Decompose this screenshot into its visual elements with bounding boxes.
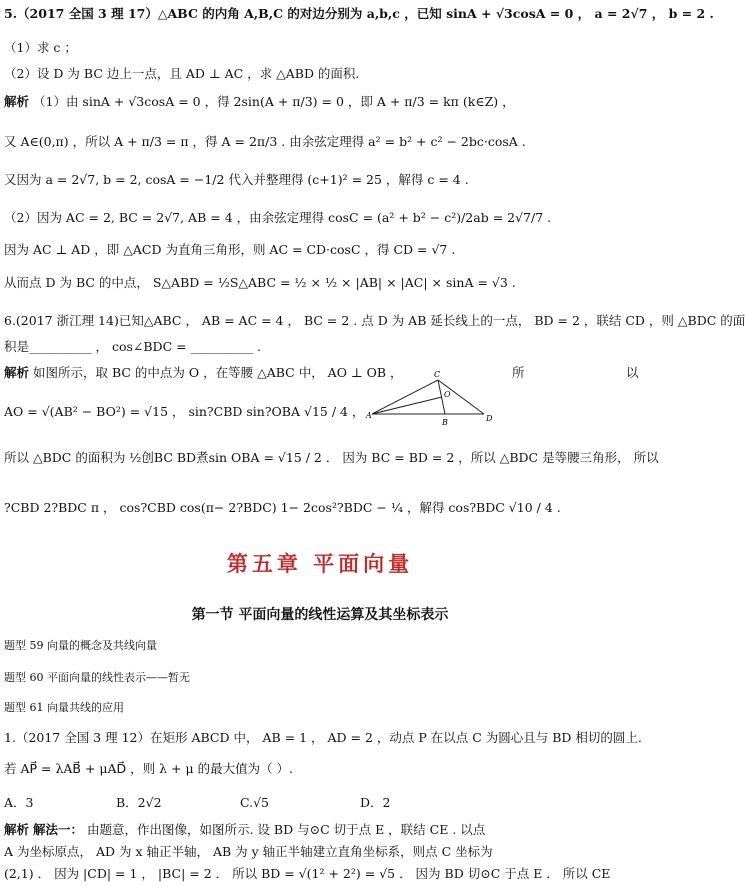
solution-text: （1）由 sinA + √3cosA = 0 ，得 2sin(A + π/3) = 0 ，即 A + π/3 = kπ (k∈Z) ， xyxy=(33,94,515,109)
problem6-solution-tail-a: 所 xyxy=(512,365,525,380)
chapter-title: 第五章 平面向量 xyxy=(226,551,414,576)
topic-item: 题型 61 向量共线的应用 xyxy=(4,701,124,714)
label-B: B xyxy=(442,418,448,427)
label-C: C xyxy=(434,370,441,379)
problem6-stem-line2: 积是__________ ， cos∠BDC = __________ . xyxy=(4,339,262,354)
topic-item: 题型 60 平面向量的线性表示——暂无 xyxy=(4,671,190,684)
segment-AC xyxy=(372,380,438,414)
problem1-solution-line2: A 为坐标原点， AD 为 x 轴正半轴， AB 为 y 轴正半轴建立直角坐标系，则点 C 坐标为 xyxy=(4,844,493,859)
problem5-part1: （1）求 c ； xyxy=(4,40,77,55)
problem6-stem-line1: 6.(2017 浙江理 14)已知△ABC ， AB = AC = 4 ， BC = 2 . 点 D 为 AB 延长线上的一点， BD = 2 ，联结 CD ，则 △BDC 的面 xyxy=(4,313,745,328)
problem1-solution-line1 xyxy=(4,822,485,838)
segment-AO xyxy=(372,397,442,414)
solution-label: 解析 xyxy=(4,822,30,837)
problem6-solution-tail-b: 以 xyxy=(626,365,639,380)
option-d: D．2 xyxy=(360,795,391,810)
problem5-part2: （2）设 D 为 BC 边上一点，且 AD ⊥ AC ，求 △ABD 的面积. xyxy=(4,66,360,81)
problem5-solution-line1 xyxy=(4,94,515,110)
triangle-figure xyxy=(362,366,502,430)
problem5-solution-line4: （2）因为 AC = 2, BC = 2√7, AB = 4 ，由余弦定理得 cosC = (a² + b² − c²)/2ab = 2√7/7 . xyxy=(4,210,552,225)
topic-item: 题型 59 向量的概念及共线向量 xyxy=(4,639,157,652)
solution-text: 如图所示，取 BC 的中点为 O ，在等腰 △ABC 中， AO ⊥ OB ， xyxy=(33,365,403,380)
label-A: A xyxy=(366,411,372,420)
option-c: C.√5 xyxy=(240,795,270,810)
problem1-solution-line3: (2,1) ． 因为 |CD| = 1 ， |BC| = 2 ． 所以 BD = √(1² + 2²) = √5 ． 因为 BD 切⊙C 于点 E ． 所以 CE xyxy=(4,866,611,881)
problem5-solution-line6: 从而点 D 为 BC 的中点， S△ABD = ½S△ABC = ½ × ½ × |AB| × |AC| × sinA = √3 . xyxy=(4,275,516,290)
option-a: A．3 xyxy=(4,795,34,810)
label-O: O xyxy=(444,390,451,399)
label-D: D xyxy=(486,414,493,423)
problem5-solution-line5: 因为 AC ⊥ AD ，即 △ACD 为直角三角形，则 AC = CD·cosC ，得 CD = √7 . xyxy=(4,242,456,257)
solution-label: 解析 xyxy=(4,94,30,109)
solution-method: 解法一： xyxy=(33,822,84,837)
problem5-solution-line2: 又 A∈(0,π) ，所以 A + π/3 = π ，得 A = 2π/3 . 由余弦定理得 a² = b² + c² − 2bc·cosA . xyxy=(4,134,526,149)
problem5-stem: 5.（2017 全国 3 理 17）△ABC 的内角 A,B,C 的对边分别为 a,b,c ，已知 sinA + √3cosA = 0 ， a = 2√7 ， b = 2 . xyxy=(4,6,714,21)
problem6-solution-line3: 所以 △BDC 的面积为 ½创BC BD煮sin OBA = √15 / 2 ． 因为 BC = BD = 2 ，所以 △BDC 是等腰三角形， 所以 xyxy=(4,450,659,465)
solution-text: 由题意，作出图像，如图所示. 设 BD 与⊙C 切于点 E ，联结 CE . 以点 xyxy=(87,822,486,837)
problem5-solution-line3: 又因为 a = 2√7, b = 2, cosA = −1/2 代入并整理得 (c+1)² = 25 ，解得 c = 4 . xyxy=(4,172,469,187)
problem1-stem-line2: 若 AP⃗ = λAB⃗ + μAD⃗ ，则 λ + μ 的最大值为（ ）. xyxy=(4,761,294,776)
problem6-solution-line1 xyxy=(4,365,403,381)
solution-label: 解析 xyxy=(4,365,30,380)
problem6-solution-line4: ?CBD 2?BDC π ， cos?CBD cos(π− 2?BDC) 1− 2cos²?BDC − ¼ ，解得 cos?BDC √10 / 4 . xyxy=(4,500,561,515)
problem1-stem-line1: 1.（2017 全国 3 理 12）在矩形 ABCD 中， AB = 1 ， AD = 2 ，动点 P 在以点 C 为圆心且与 BD 相切的圆上. xyxy=(4,730,642,745)
problem6-solution-line2: AO = √(AB² − BO²) = √15 ， sin?CBD sin?OBA √15 / 4 ， xyxy=(4,404,365,419)
section-title: 第一节 平面向量的线性运算及其坐标表示 xyxy=(191,607,449,623)
option-b: B．2√2 xyxy=(116,795,162,810)
